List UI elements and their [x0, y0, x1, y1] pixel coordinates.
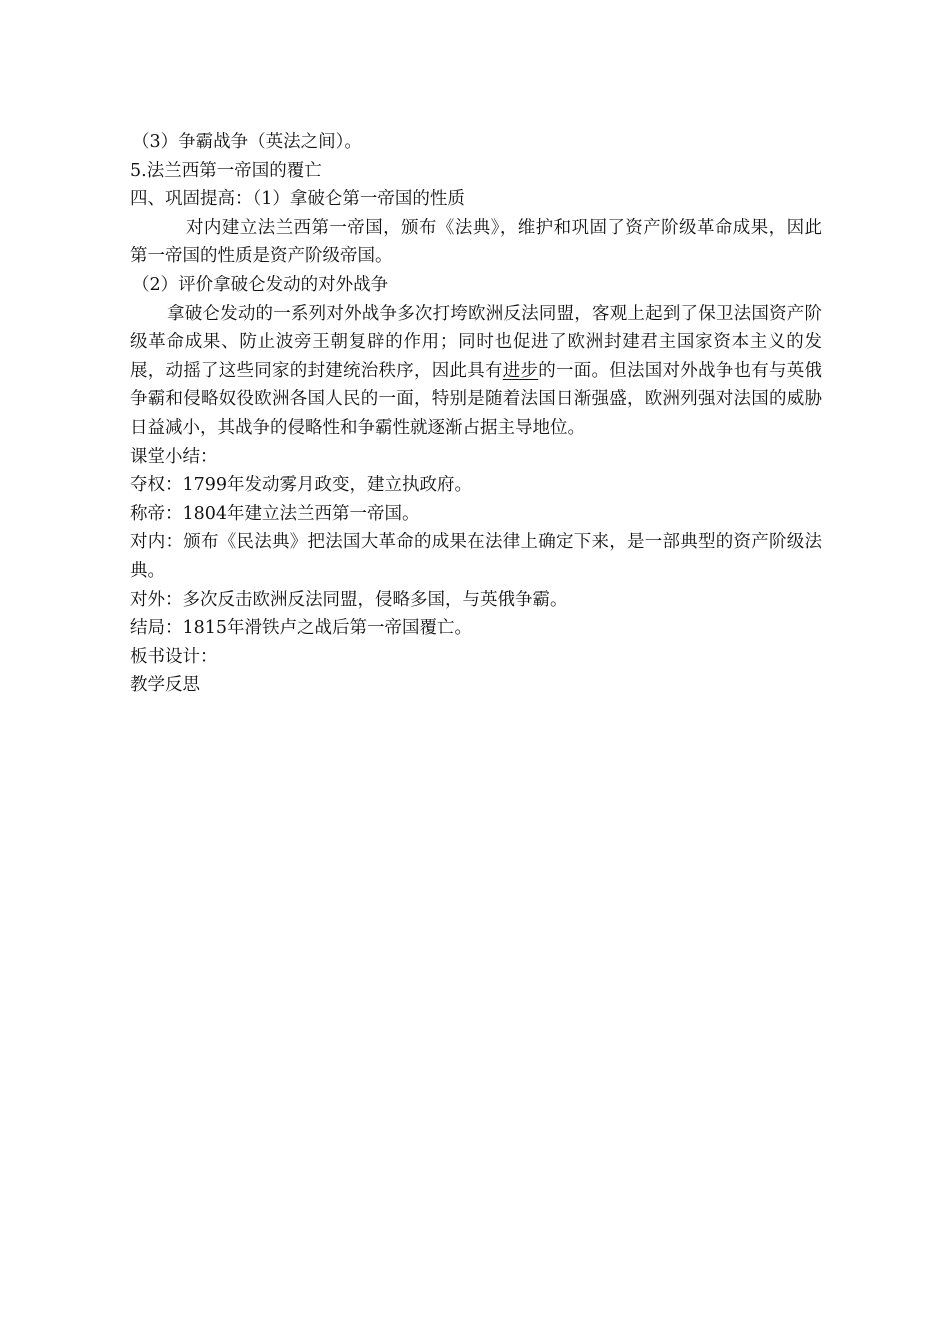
summary-heading: 课堂小结： [130, 446, 218, 467]
war-hegemony-line: （3）争霸战争（英法之间）。 [132, 132, 362, 152]
outcome-line: 结局：1815年滑铁卢之战后第一帝国覆亡。 [130, 618, 473, 639]
progress-word: 进步 [502, 360, 539, 381]
reflection-heading: 教学反思 [130, 675, 200, 696]
consolidate-heading: 四、巩固提高：（1）拿破仑第一帝国的性质 [130, 189, 465, 210]
document-body [130, 128, 822, 700]
evaluate-heading: （2）评价拿破仑发动的对外战争 [132, 274, 389, 295]
seize-power-line: 夺权：1799年发动雾月政变，建立执政府。 [130, 475, 473, 496]
domestic-paragraph: 对内：颁布《民法典》把法国大革命的成果在法律上确定下来，是一部典型的资产阶级法典。 [130, 532, 822, 581]
nature-paragraph: 对内建立法兰西第一帝国，颁布《法典》，维护和巩固了资产阶级革命成果，因此第一帝国的性质是资产阶级帝国。 [130, 217, 822, 267]
board-design-heading: 板书设计： [130, 646, 218, 667]
evaluate-text-part1: 拿破仑发动的一系列对外战争多次打垮欧洲反法同盟，客观上起到了保卫法国资产阶级革命成果、防止波旁王朝复辟的作用；同时也促进了欧洲封建君主国家资本主义的发展，动摇了这些同家的封建统治秩序，因此具有 [130, 303, 822, 381]
fall-heading: 5.法兰西第一帝国的覆亡 [130, 160, 322, 181]
become-emperor-line: 称帝：1804年建立法兰西第一帝国。 [130, 503, 420, 524]
evaluate-paragraph [130, 300, 822, 443]
foreign-line: 对外：多次反击欧洲反法同盟，侵略多国，与英俄争霸。 [130, 589, 568, 610]
evaluate-text-part2: 的一面。但法国对外战争也有与英俄争霸和侵略奴役欧洲各国人民的一面，特别是随着法国日渐强盛，欧洲列强对法国的威胁日益减小，其战争的侵略性和争霸性就逐渐占据主导地位。 [130, 360, 822, 438]
